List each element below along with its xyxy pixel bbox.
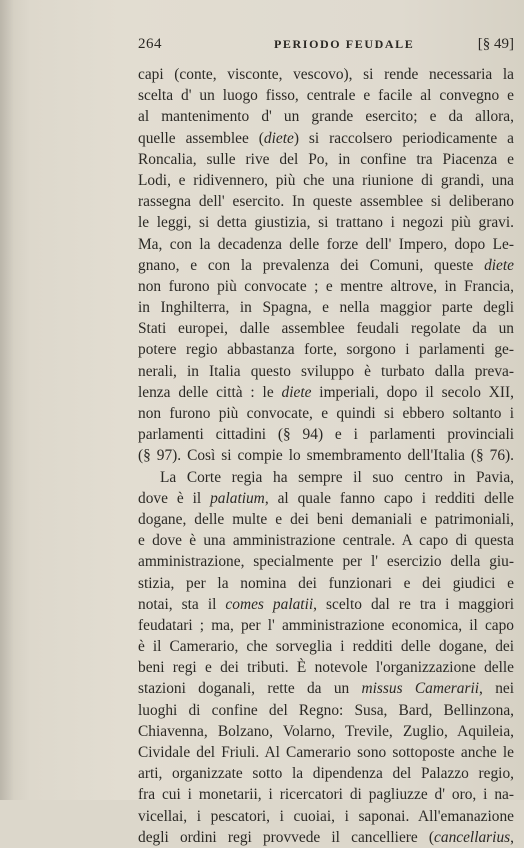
italic-term: diete <box>263 129 294 147</box>
running-title: PERIODO FEUDALE <box>274 37 415 51</box>
text-line: stazioni doganali, rette da un missus Camerarii, nei <box>138 680 514 698</box>
text-line: Stati europei, dalle assemblee feudali regolate da un <box>138 320 514 338</box>
text-line: rassegna dell' esercito. In queste assemblee si deliberano <box>138 193 514 211</box>
text-line: Chiavenna, Bolzano, Volarno, Trevile, Zuglio, Aquileia, <box>138 722 514 740</box>
text-line: e dove è una amministrazione centrale. A capo di questa <box>138 532 514 550</box>
text-line: è il Camerario, che sorveglia i redditi delle dogane, dei <box>138 638 514 656</box>
text-line: luoghi di confine del Regno: Susa, Bard, Bellinzona, <box>138 701 514 719</box>
text-line: dove è il palatium, al quale fanno capo i redditi delle <box>138 489 514 507</box>
text-line: in Inghilterra, in Spagna, e nella maggior parte degli <box>138 299 514 317</box>
text-line: lenza delle città : le diete imperiali, dopo il secolo XII, <box>138 383 514 401</box>
italic-term: missus Camerarii <box>361 680 480 698</box>
text-line: amministrazione, specialmente per l' esercizio della giu- <box>138 553 514 571</box>
text-line: non furono più convocate ; e mentre altrove, in Francia, <box>138 277 514 295</box>
italic-term: diete <box>484 256 514 274</box>
italic-term: palatium <box>210 489 265 507</box>
text-line: Lodi, e ridivennero, più che una riunione di grandi, una <box>138 171 514 189</box>
text-line: beni regi e dei tributi. È notevole l'organizzazione delle <box>138 659 514 677</box>
italic-term: comes palatii <box>225 595 314 613</box>
body-text <box>138 64 514 848</box>
text-line: (§ 97). Così si compie lo smembramento dell'Italia (§ 76). <box>138 447 514 465</box>
text-line: Ma, con la decadenza delle forze dell' Impero, dopo Le- <box>138 235 514 253</box>
text-line: Cividale del Friuli. Al Camerario sono sottoposte anche le <box>138 744 514 761</box>
text-line: dogane, delle multe e dei beni demaniali e patrimoniali, <box>138 510 514 528</box>
text-line: gnano, e con la prevalenza dei Comuni, queste diete <box>138 256 514 274</box>
text-line: arti, organizzate sotto la dipendenza del Palazzo regio, <box>138 765 514 783</box>
text-line: degli ordini regi provvede il cancelliere (cancellarius, <box>138 828 514 846</box>
page-header <box>138 36 514 58</box>
paragraph-start-line: La Corte regia ha sempre il suo centro in Pavia, <box>160 468 514 486</box>
text-line: notai, sta il comes palatii, scelto dal re tra i maggiori <box>138 595 514 613</box>
text-line: feudatari ; ma, per l' amministrazione economica, il capo <box>138 616 514 634</box>
text-line: al mantenimento d' un grande esercito; e da allora, <box>138 108 514 126</box>
italic-term: cancellarius <box>434 828 511 846</box>
gutter-shadow <box>0 0 14 800</box>
text-line: Roncalia, sulle rive del Po, in confine tra Piacenza e <box>138 150 514 168</box>
page-number: 264 <box>138 36 162 52</box>
text-line: non furono più convocate, e quindi si ebbero soltanto i <box>138 405 514 422</box>
text-line: potere regio abbastanza forte, sorgono i parlamenti ge- <box>138 341 514 359</box>
text-line: parlamenti cittadini (§ 94) e i parlamenti provinciali <box>138 426 514 444</box>
text-line: fra cui i monetarii, i ricercatori di pagliuzze d' oro, i na- <box>138 786 514 804</box>
text-line: capi (conte, visconte, vescovo), si rende necessaria la <box>138 66 514 83</box>
text-line: le leggi, si detta giustizia, si trattano i negozi più gravi. <box>138 214 514 232</box>
text-line: scelta d' un luogo fisso, centrale e facile al convegno e <box>138 87 514 105</box>
italic-term: diete <box>281 383 312 401</box>
text-line: quelle assemblee (diete) si raccolsero periodicamente a <box>138 129 514 147</box>
section-reference: [§ 49] <box>477 36 514 52</box>
text-line: stizia, per la nomina dei funzionari e dei giudici e <box>138 574 514 592</box>
text-line: vicellai, i pescatori, i cuoiai, i saponai. All'emanazione <box>138 807 514 825</box>
text-line: nerali, in Italia questo sviluppo è turbato dalla preva- <box>138 362 514 380</box>
